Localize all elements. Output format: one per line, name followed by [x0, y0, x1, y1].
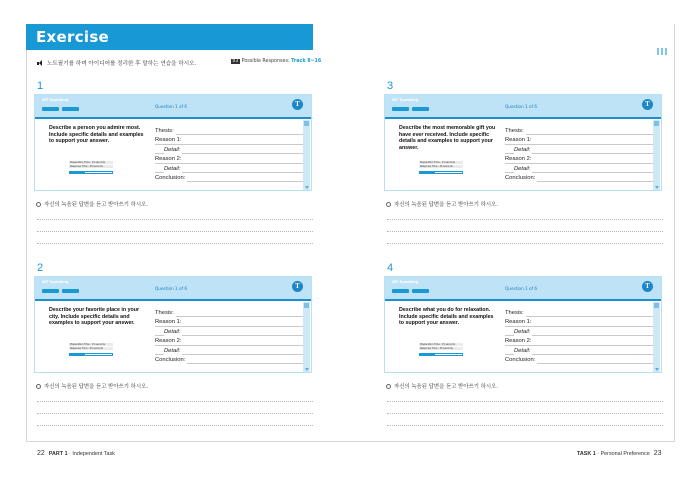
dictation-note	[36, 382, 148, 390]
section-label: iBT Speaking	[42, 280, 69, 284]
test-screen	[384, 276, 662, 373]
thesis-label: Thesis:	[155, 128, 174, 134]
writing-line	[37, 401, 313, 402]
progress-fill	[70, 354, 85, 355]
note-outline	[505, 309, 653, 365]
reason1-label: Reason 1:	[155, 319, 182, 326]
header-rule	[35, 117, 311, 119]
scrollbar[interactable]	[303, 120, 310, 190]
writing-line	[37, 231, 313, 232]
reason1-label: Reason 1:	[505, 137, 532, 144]
reason2-label: Reason 2:	[505, 338, 532, 345]
thesis-label: Thesis:	[505, 310, 524, 316]
progress-bar	[419, 353, 463, 356]
question-counter: Question 1 of 6	[505, 286, 538, 291]
dictation-note	[386, 200, 498, 208]
header-rule	[385, 299, 661, 301]
question-number: 1	[37, 80, 44, 92]
scroll-thumb[interactable]	[654, 121, 659, 126]
header-rule	[385, 117, 661, 119]
section-label: iBT Speaking	[392, 98, 419, 102]
record-icon	[36, 384, 41, 389]
reason2-label: Reason 2:	[155, 338, 182, 345]
dictation-text: 자신의 녹음된 답변을 듣고 받아쓰기 하시오.	[44, 384, 149, 390]
writing-line	[387, 219, 663, 220]
writing-line	[387, 401, 663, 402]
scroll-thumb[interactable]	[304, 303, 309, 308]
note-outline	[155, 127, 303, 183]
response-time: Response Time : 45 seconds	[69, 165, 113, 168]
question-prompt: Describe what you do for relaxation. Include specific details and examples to support your answer.	[399, 307, 494, 327]
scroll-thumb[interactable]	[654, 303, 659, 308]
time-box	[69, 343, 113, 351]
writing-line	[387, 243, 663, 244]
writing-line	[387, 413, 663, 414]
response-time: Response Time : 45 seconds	[69, 347, 113, 350]
question-counter: Question 1 of 6	[505, 104, 538, 109]
question-prompt: Describe your favorite place in your city. Include specific details and examples to support your answer.	[49, 307, 140, 327]
scroll-thumb[interactable]	[304, 121, 309, 126]
screen-button-one[interactable]	[42, 107, 59, 111]
dictation-text: 자신의 녹음된 답변을 듣고 받아쓰기 하시오.	[394, 202, 499, 208]
test-screen	[384, 94, 662, 191]
page-frame	[26, 24, 675, 442]
reason2-label: Reason 2:	[505, 156, 532, 163]
progress-fill	[420, 354, 435, 355]
test-screen	[34, 276, 312, 373]
writing-line	[37, 219, 313, 220]
reason1-label: Reason 1:	[505, 319, 532, 326]
progress-fill	[420, 172, 435, 173]
scroll-down-icon[interactable]	[655, 368, 659, 371]
scrollbar[interactable]	[303, 302, 310, 372]
preparation-time: Preparation Time : 15 seconds	[69, 161, 113, 164]
right-task: TASK 1	[577, 451, 596, 457]
header-rule	[35, 299, 311, 301]
right-page-number: 23	[653, 450, 662, 457]
exercise-title: Exercise	[36, 28, 110, 46]
screen-button-two[interactable]	[412, 289, 429, 293]
question-number: 3	[387, 80, 394, 92]
left-part: PART 1	[48, 451, 68, 457]
test-screen	[34, 94, 312, 191]
section-label: iBT Speaking	[392, 280, 419, 284]
conclusion-label: Conclusion:	[155, 174, 186, 181]
dictation-note	[386, 382, 498, 390]
toefl-logo-icon: T	[292, 99, 303, 110]
progress-fill	[70, 172, 85, 173]
note-outline	[155, 309, 303, 365]
scroll-down-icon[interactable]	[305, 368, 309, 371]
thesis-label: Thesis:	[505, 128, 524, 134]
detail-label: Detail:	[514, 146, 531, 153]
record-icon	[36, 202, 41, 207]
progress-bar	[69, 353, 113, 356]
response-time: Response Time : 45 seconds	[419, 165, 463, 168]
detail-label: Detail:	[164, 165, 181, 172]
writing-line	[387, 231, 663, 232]
conclusion-label: Conclusion:	[505, 356, 536, 363]
scroll-down-icon[interactable]	[655, 186, 659, 189]
note-outline	[505, 127, 653, 183]
question-prompt: Describe the most memorable gift you have ever received. Include specific details and examples to support your answer.	[399, 125, 496, 152]
corner-marks	[657, 40, 675, 48]
reason2-label: Reason 2:	[155, 156, 182, 163]
question-number: 4	[387, 262, 394, 274]
detail-label: Detail:	[164, 347, 181, 354]
writing-line	[37, 413, 313, 414]
preparation-time: Preparation Time : 15 seconds	[69, 343, 113, 346]
question-number: 2	[37, 262, 44, 274]
screen-button-one[interactable]	[42, 289, 59, 293]
instruction-text: 노트필기를 하며 아이디어를 정리한 후 말하는 연습을 하시오.	[47, 61, 197, 67]
dictation-text: 자신의 녹음된 답변을 듣고 받아쓰기 하시오.	[394, 384, 499, 390]
writing-line	[387, 425, 663, 426]
writing-line	[37, 243, 313, 244]
question-counter: Question 1 of 6	[155, 104, 188, 109]
record-icon	[386, 202, 391, 207]
progress-bar	[69, 171, 113, 174]
detail-label: Detail:	[514, 328, 531, 335]
screen-button-one[interactable]	[392, 289, 409, 293]
conclusion-label: Conclusion:	[505, 174, 536, 181]
thesis-label: Thesis:	[155, 310, 174, 316]
scroll-down-icon[interactable]	[305, 186, 309, 189]
screen-button-two[interactable]	[62, 289, 79, 293]
detail-label: Detail:	[514, 347, 531, 354]
scrollbar[interactable]	[653, 302, 660, 372]
reason1-label: Reason 1:	[155, 137, 182, 144]
writing-line	[37, 425, 313, 426]
response-time: Response Time : 45 seconds	[419, 347, 463, 350]
record-icon	[386, 384, 391, 389]
preparation-time: Preparation Time : 15 seconds	[419, 343, 463, 346]
left-title: Independent Task	[72, 451, 115, 457]
responses-badge: 03	[232, 59, 239, 64]
screen-button-two[interactable]	[412, 107, 429, 111]
detail-label: Detail:	[164, 328, 181, 335]
detail-label: Detail:	[514, 165, 531, 172]
dictation-note	[36, 200, 148, 208]
progress-bar	[419, 171, 463, 174]
footer-left: 22 PART 1 · Independent Task	[37, 450, 115, 457]
section-label: iBT Speaking	[42, 98, 69, 102]
responses-track: Track 8~16	[291, 59, 322, 64]
left-page-number: 22	[37, 450, 45, 457]
scrollbar[interactable]	[653, 120, 660, 190]
screen-button-two[interactable]	[62, 107, 79, 111]
toefl-logo-icon: T	[292, 281, 303, 292]
time-box	[419, 161, 463, 169]
preparation-time: Preparation Time : 15 seconds	[419, 161, 463, 164]
toefl-logo-icon: T	[642, 99, 653, 110]
screen-button-one[interactable]	[392, 107, 409, 111]
dictation-text: 자신의 녹음된 답변을 듣고 받아쓰기 하시오.	[44, 202, 149, 208]
time-box	[69, 161, 113, 169]
conclusion-label: Conclusion:	[155, 356, 186, 363]
right-title: Personal Preference	[600, 451, 650, 457]
footer-right: TASK 1 · Personal Preference 23	[577, 450, 662, 457]
detail-label: Detail:	[164, 146, 181, 153]
speaker-icon	[37, 60, 44, 66]
question-prompt: Describe a person you admire most. Include specific details and examples to support your answer.	[49, 125, 144, 145]
responses-label: Possible Responses	[241, 59, 288, 64]
possible-responses: 03 Possible Responses: Track 8~16	[232, 59, 322, 64]
question-counter: Question 1 of 6	[155, 286, 188, 291]
toefl-logo-icon: T	[642, 281, 653, 292]
time-box	[419, 343, 463, 351]
exercise-title-bar	[26, 24, 313, 50]
